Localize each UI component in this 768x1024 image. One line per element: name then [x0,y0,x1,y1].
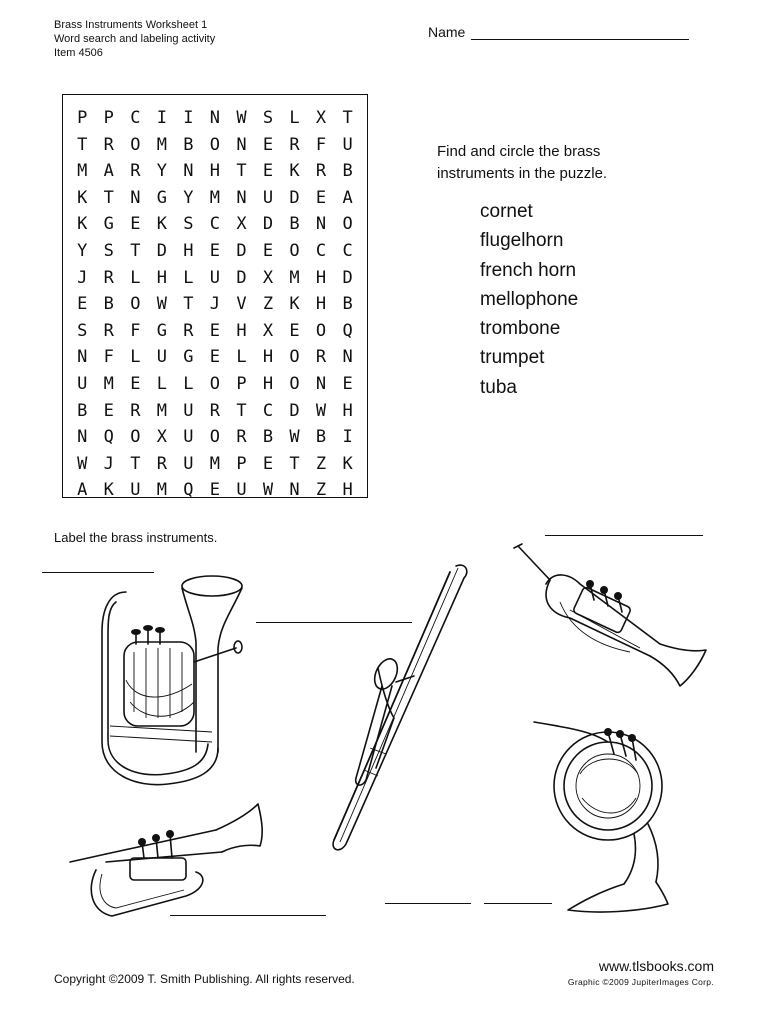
grid-letter[interactable]: D [289,400,300,421]
grid-letter[interactable]: K [77,214,88,235]
grid-letter[interactable]: M [156,134,167,155]
grid-letter[interactable]: R [209,400,221,421]
grid-letter[interactable]: R [103,134,114,155]
grid-letter[interactable]: X [262,320,274,341]
grid-letter[interactable]: E [262,161,274,182]
grid-letter[interactable]: T [236,161,247,182]
grid-letter[interactable]: H [262,347,274,368]
trombone-icon [326,558,476,858]
grid-letter[interactable]: W [262,480,274,501]
label-blank-french-horn-1[interactable] [385,903,471,904]
grid-letter[interactable]: S [183,214,194,235]
grid-letter[interactable]: X [262,267,274,288]
word-list-item: mellophone [480,288,579,310]
grid-letter[interactable]: E [315,187,327,208]
grid-letter[interactable]: B [315,427,327,448]
grid-letter[interactable]: R [103,267,114,288]
graphic-credit: Graphic ©2009 JupiterImages Corp. [567,977,714,987]
french-horn-icon [528,714,708,914]
grid-letter[interactable]: R [130,161,141,182]
grid-letter[interactable]: N [183,161,194,182]
grid-letter[interactable]: V [236,294,247,315]
grid-letter[interactable]: F [103,347,114,368]
grid-letter[interactable]: O [289,373,300,394]
grid-letter[interactable]: T [236,400,247,421]
grid-letter[interactable]: B [342,161,353,182]
grid-letter[interactable]: L [183,373,194,394]
grid-letter[interactable]: G [103,214,114,235]
grid-letter[interactable]: N [315,373,327,394]
grid-letter[interactable]: T [342,108,353,128]
grid-letter[interactable]: X [315,108,327,128]
grid-letter[interactable]: D [236,267,247,288]
grid-letter[interactable]: P [236,453,247,474]
grid-row [63,185,367,212]
grid-letter[interactable]: R [289,134,300,155]
grid-letter[interactable]: N [342,347,353,368]
grid-letter[interactable]: K [156,214,167,235]
grid-letter[interactable]: T [289,453,300,474]
word-list-item: tuba [480,376,517,398]
grid-letter[interactable]: P [103,108,114,128]
grid-letter[interactable]: W [289,427,300,448]
grid-letter[interactable]: O [130,294,141,315]
grid-letter[interactable]: U [156,347,167,368]
grid-letter[interactable]: R [183,320,194,341]
grid-letter[interactable]: K [342,453,353,474]
grid-letter[interactable]: J [77,267,88,288]
grid-letter[interactable]: Y [183,187,194,208]
worksheet-subtitle: Word search and labeling activity [54,33,216,45]
grid-letter[interactable]: E [289,320,300,341]
grid-letter[interactable]: T [130,240,141,261]
grid-letter[interactable]: Q [103,427,114,448]
grid-letter[interactable]: R [103,320,114,341]
grid-row [63,371,367,398]
grid-row [63,344,367,371]
grid-letter[interactable]: A [103,161,114,182]
grid-letter[interactable]: E [209,320,221,341]
grid-letter[interactable]: U [77,373,88,394]
label-blank-trumpet[interactable] [545,535,703,536]
grid-row [63,132,367,159]
website-link[interactable]: www.tlsbooks.com [598,958,714,974]
grid-letter[interactable]: U [262,187,274,208]
grid-letter[interactable]: K [77,187,88,208]
grid-letter[interactable]: G [156,187,167,208]
grid-row [63,211,367,238]
grid-letter[interactable]: L [183,267,194,288]
word-list [480,197,578,402]
grid-letter[interactable]: E [209,240,221,261]
grid-letter[interactable]: E [262,134,274,155]
grid-letter[interactable]: I [342,427,353,448]
grid-letter[interactable]: K [289,161,300,182]
grid-row [63,105,367,132]
grid-letter[interactable]: H [315,267,327,288]
grid-letter[interactable]: D [289,187,300,208]
labeling-instructions: Label the brass instruments. [54,530,218,545]
grid-row [63,477,367,504]
grid-letter[interactable]: P [236,373,247,394]
grid-letter[interactable]: B [289,214,300,235]
grid-letter[interactable]: N [236,134,247,155]
grid-letter[interactable]: Z [262,294,274,315]
grid-letter[interactable]: H [342,480,353,501]
grid-letter[interactable]: O [289,240,300,261]
grid-letter[interactable]: H [156,267,167,288]
grid-letter[interactable]: M [289,267,300,288]
copyright-notice: Copyright ©2009 T. Smith Publishing. All rights reserved. [54,972,355,986]
grid-letter[interactable]: I [183,108,194,128]
grid-letter[interactable]: B [262,427,274,448]
grid-letter[interactable]: U [236,480,247,501]
grid-row [63,398,367,425]
grid-letter[interactable]: E [262,240,274,261]
grid-row [63,451,367,478]
grid-letter[interactable]: E [342,373,353,394]
grid-letter[interactable]: H [315,294,327,315]
grid-letter[interactable]: W [315,400,327,421]
grid-letter[interactable]: U [183,400,194,421]
grid-letter[interactable]: K [103,480,114,501]
grid-letter[interactable]: E [130,373,141,394]
grid-letter[interactable]: D [236,240,247,261]
grid-letter[interactable]: S [77,320,88,341]
grid-letter[interactable]: J [103,453,114,474]
grid-letter[interactable]: B [183,134,194,155]
grid-letter[interactable]: U [183,453,194,474]
grid-letter[interactable]: U [183,427,194,448]
worksheet-header [54,18,215,60]
grid-row [63,265,367,292]
grid-letter[interactable]: N [236,187,247,208]
grid-letter[interactable]: U [209,267,221,288]
grid-letter[interactable]: C [342,240,353,261]
word-list-item: french horn [480,259,577,281]
grid-letter[interactable]: A [342,187,353,208]
grid-letter[interactable]: N [209,108,221,128]
grid-letter[interactable]: A [77,480,88,501]
grid-letter[interactable]: M [156,480,167,501]
footer-credits [568,958,714,987]
grid-letter[interactable]: C [262,400,274,421]
grid-letter[interactable]: L [130,267,141,288]
name-blank-line[interactable] [471,25,689,40]
grid-letter[interactable]: C [209,214,221,235]
grid-letter[interactable]: M [156,400,167,421]
grid-letter[interactable]: S [262,108,274,128]
grid-letter[interactable]: R [236,427,247,448]
grid-letter[interactable]: I [156,108,167,128]
puzzle-instructions: Find and circle the brass instruments in the puzzle. [437,143,608,182]
grid-letter[interactable]: H [183,240,194,261]
grid-letter[interactable]: W [156,294,167,315]
grid-letter[interactable]: T [183,294,194,315]
grid-letter[interactable]: E [130,214,141,235]
grid-letter[interactable]: Q [183,480,194,501]
word-list-item: trombone [480,318,561,340]
grid-row [63,238,367,265]
grid-letter[interactable]: N [315,214,327,235]
grid-letter[interactable]: H [262,373,274,394]
grid-letter[interactable]: O [209,134,221,155]
word-list-item: flugelhorn [480,230,564,252]
grid-letter[interactable]: L [156,373,167,394]
grid-letter[interactable]: L [289,108,300,128]
grid-letter[interactable]: N [77,347,88,368]
grid-letter[interactable]: N [130,187,141,208]
word-search-puzzle [62,94,368,501]
grid-letter[interactable]: K [289,294,300,315]
worksheet-title: Brass Instruments Worksheet 1 [54,19,208,31]
word-list-item: cornet [480,201,533,222]
grid-letter[interactable]: T [130,453,141,474]
grid-letter[interactable]: J [209,294,221,315]
grid-letter[interactable]: X [156,427,167,448]
grid-letter[interactable]: C [130,108,141,128]
grid-letter[interactable]: H [209,161,221,182]
grid-row [63,291,367,318]
grid-letter[interactable]: E [209,347,221,368]
grid-letter[interactable]: R [315,161,327,182]
grid-letter[interactable]: B [103,294,114,315]
grid-row [63,158,367,185]
grid-letter[interactable]: O [209,373,221,394]
grid-letter[interactable]: T [77,134,88,155]
grid-letter[interactable]: Q [342,320,353,341]
grid-letter[interactable]: M [209,187,221,208]
grid-letter[interactable]: O [209,427,221,448]
grid-letter[interactable]: H [342,400,353,421]
grid-letter[interactable]: W [236,108,247,128]
grid-letter[interactable]: E [77,294,88,315]
grid-letter[interactable]: D [156,240,167,261]
name-label: Name [428,24,466,40]
grid-letter[interactable]: D [262,214,274,235]
grid-letter[interactable]: W [77,453,88,474]
grid-letter[interactable]: Y [77,240,88,261]
grid-letter[interactable]: H [236,320,247,341]
grid-letter[interactable]: S [103,240,114,261]
grid-letter[interactable]: G [156,320,167,341]
name-field [428,24,689,40]
grid-letter[interactable]: M [77,161,88,182]
grid-letter[interactable]: F [130,320,141,341]
item-number: Item 4506 [54,47,103,59]
grid-letter[interactable]: E [209,480,221,501]
grid-letter[interactable]: O [315,320,327,341]
grid-letter[interactable]: L [236,347,247,368]
grid-letter[interactable]: U [342,134,353,155]
grid-letter[interactable]: B [342,294,353,315]
grid-letter[interactable]: Z [315,453,327,474]
grid-letter[interactable]: E [262,453,274,474]
grid-letter[interactable]: O [342,214,353,235]
grid-letter[interactable]: Z [315,480,327,501]
grid-letter[interactable]: R [156,453,167,474]
grid-letter[interactable]: L [130,347,141,368]
grid-letter[interactable]: E [103,400,114,421]
grid-letter[interactable]: T [103,187,114,208]
grid-letter[interactable]: M [103,373,114,394]
grid-letter[interactable]: O [130,427,141,448]
grid-letter[interactable]: O [289,347,300,368]
grid-letter[interactable]: F [315,134,327,155]
grid-letter[interactable]: P [77,108,88,128]
grid-letter[interactable]: U [130,480,141,501]
grid-letter[interactable]: G [183,347,194,368]
grid-letter[interactable]: O [130,134,141,155]
grid-letter[interactable]: D [342,267,353,288]
grid-letter[interactable]: N [77,427,88,448]
tuba-icon [96,552,246,792]
grid-letter[interactable]: X [236,214,247,235]
grid-letter[interactable]: N [289,480,300,501]
trumpet-icon [510,540,710,690]
grid-letter[interactable]: M [209,453,221,474]
grid-letter[interactable]: Y [156,161,167,182]
grid-letter[interactable]: R [315,347,327,368]
grid-row [63,424,367,451]
letter-grid [63,105,367,504]
word-list-item: trumpet [480,347,545,369]
cornet-icon [66,800,266,930]
grid-row [63,318,367,345]
grid-letter[interactable]: R [130,400,141,421]
grid-letter[interactable]: B [77,400,88,421]
grid-letter[interactable]: C [315,240,327,261]
